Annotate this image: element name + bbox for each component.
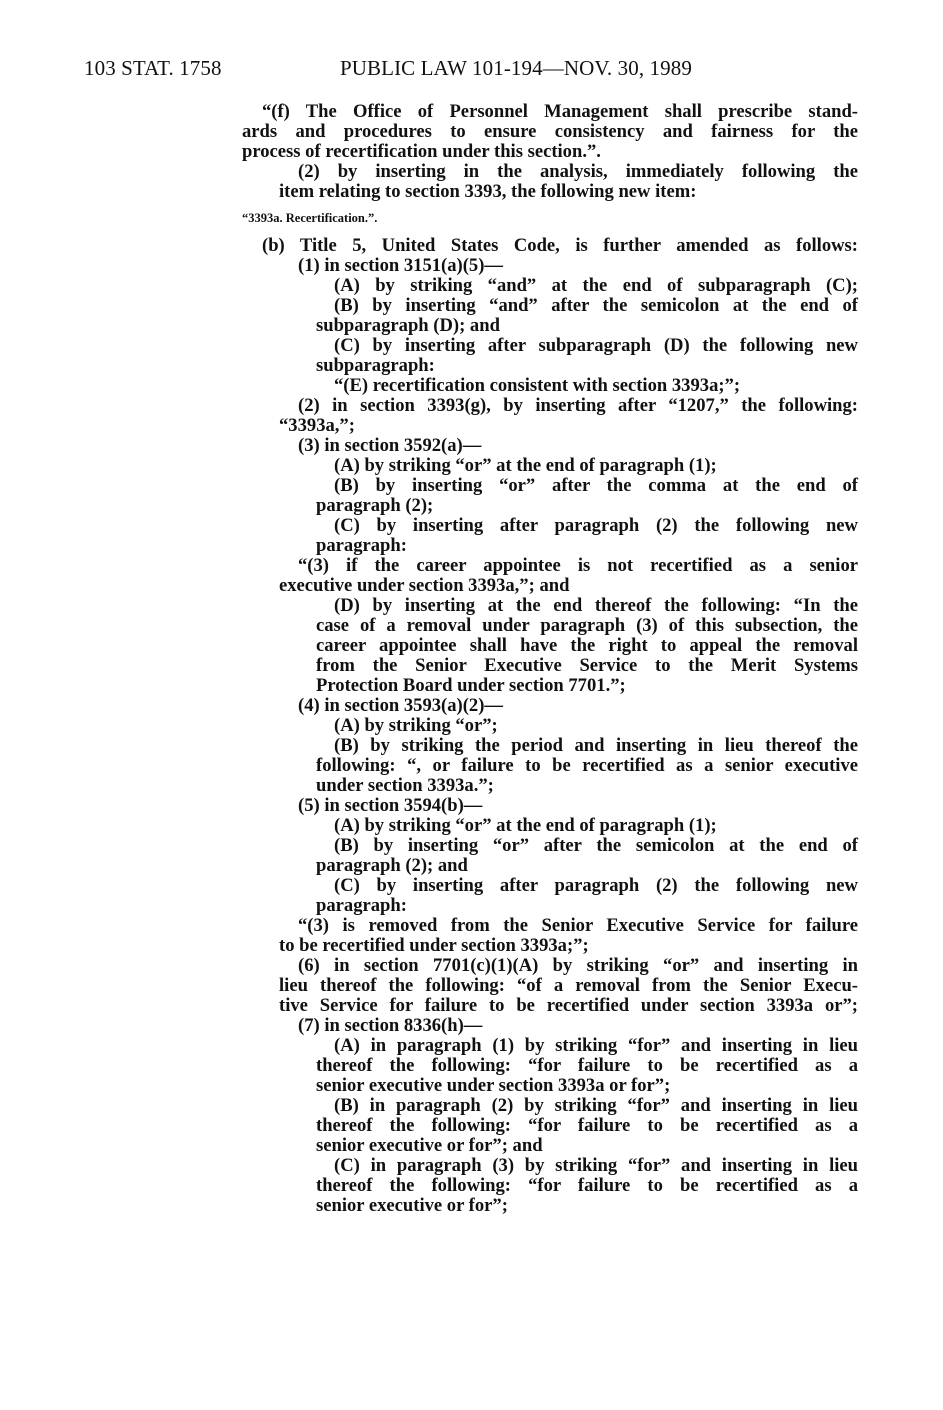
text-line: (C) in paragraph (3) by striking “for” and inserting in lieu xyxy=(334,1155,858,1176)
text-line: following: “, or failure to be recertified as a senior executive xyxy=(316,755,858,776)
text-line: (B) in paragraph (2) by striking “for” and inserting in lieu xyxy=(334,1095,858,1116)
text-line: paragraph: xyxy=(316,535,407,556)
text-line: (A) by striking “or” at the end of paragraph (1); xyxy=(334,455,717,476)
text-line: thereof the following: “for failure to be recertified as a xyxy=(316,1115,858,1136)
text-line: thereof the following: “for failure to be recertified as a xyxy=(316,1175,858,1196)
text-line: subparagraph (D); and xyxy=(316,315,500,336)
text-line: “(3) if the career appointee is not recertified as a senior xyxy=(298,555,858,576)
text-line: (A) by striking “or”; xyxy=(334,715,498,736)
text-line: (B) by inserting “or” after the semicolon at the end of xyxy=(334,835,858,856)
page-header xyxy=(0,56,943,84)
text-line: subparagraph: xyxy=(316,355,435,376)
text-line: lieu thereof the following: “of a removal from the Senior Execu- xyxy=(279,975,858,996)
text-line: paragraph (2); xyxy=(316,495,434,516)
text-line: “3393a,”; xyxy=(279,415,355,436)
text-line: career appointee shall have the right to appeal the removal xyxy=(316,635,858,656)
text-line: case of a removal under paragraph (3) of this subsection, the xyxy=(316,615,858,636)
text-line: (A) by striking “or” at the end of paragraph (1); xyxy=(334,815,717,836)
text-line: item relating to section 3393, the following new item: xyxy=(279,181,697,202)
text-line: (C) by inserting after paragraph (2) the following new xyxy=(334,515,858,536)
text-line: (6) in section 7701(c)(1)(A) by striking “or” and inserting in xyxy=(298,955,858,976)
text-line: tive Service for failure to be recertified under section 3393a or”; xyxy=(279,995,858,1016)
text-line: (A) by striking “and” at the end of subparagraph (C); xyxy=(334,275,858,296)
text-line: “(3) is removed from the Senior Executive Service for failure xyxy=(298,915,858,936)
text-line: “(f) The Office of Personnel Management shall prescribe stand- xyxy=(262,101,858,122)
text-line: process of recertification under this section.”. xyxy=(242,141,601,162)
statute-page-number: 103 STAT. 1758 xyxy=(84,56,222,80)
text-line: (C) by inserting after paragraph (2) the following new xyxy=(334,875,858,896)
text-line: to be recertified under section 3393a;”; xyxy=(279,935,589,956)
text-line: senior executive or for”; xyxy=(316,1195,508,1216)
text-line: executive under section 3393a,”; and xyxy=(279,575,570,596)
public-law-title: PUBLIC LAW 101-194—NOV. 30, 1989 xyxy=(340,56,692,80)
text-line: (B) by striking the period and inserting in lieu thereof the xyxy=(334,735,858,756)
text-line: Protection Board under section 7701.”; xyxy=(316,675,626,696)
text-line: (7) in section 8336(h)— xyxy=(298,1015,483,1036)
analysis-item: “3393a. Recertification.”. xyxy=(242,211,378,225)
text-line: (3) in section 3592(a)— xyxy=(298,435,482,456)
text-line: (2) in section 3393(g), by inserting after “1207,” the following: xyxy=(298,395,858,416)
text-line: thereof the following: “for failure to be recertified as a xyxy=(316,1055,858,1076)
text-line: senior executive under section 3393a or for”; xyxy=(316,1075,671,1096)
text-line: (1) in section 3151(a)(5)— xyxy=(298,255,504,276)
text-line: (B) by inserting “and” after the semicolon at the end of xyxy=(334,295,858,316)
text-line: (4) in section 3593(a)(2)— xyxy=(298,695,504,716)
text-line: (C) by inserting after subparagraph (D) the following new xyxy=(334,335,858,356)
text-line: (5) in section 3594(b)— xyxy=(298,795,483,816)
text-line: “(E) recertification consistent with section 3393a;”; xyxy=(334,375,741,396)
text-line: under section 3393a.”; xyxy=(316,775,494,796)
text-line: (b) Title 5, United States Code, is further amended as follows: xyxy=(262,235,858,256)
text-line: (2) by inserting in the analysis, immediately following the xyxy=(298,161,858,182)
text-line: (A) in paragraph (1) by striking “for” and inserting in lieu xyxy=(334,1035,858,1056)
text-line: senior executive or for”; and xyxy=(316,1135,543,1156)
text-line: paragraph: xyxy=(316,895,407,916)
text-line: ards and procedures to ensure consistency and fairness for the xyxy=(242,121,858,142)
text-line: from the Senior Executive Service to the Merit Systems xyxy=(316,655,858,676)
text-line: (B) by inserting “or” after the comma at the end of xyxy=(334,475,858,496)
text-line: (D) by inserting at the end thereof the following: “In the xyxy=(334,595,858,616)
text-line: paragraph (2); and xyxy=(316,855,468,876)
